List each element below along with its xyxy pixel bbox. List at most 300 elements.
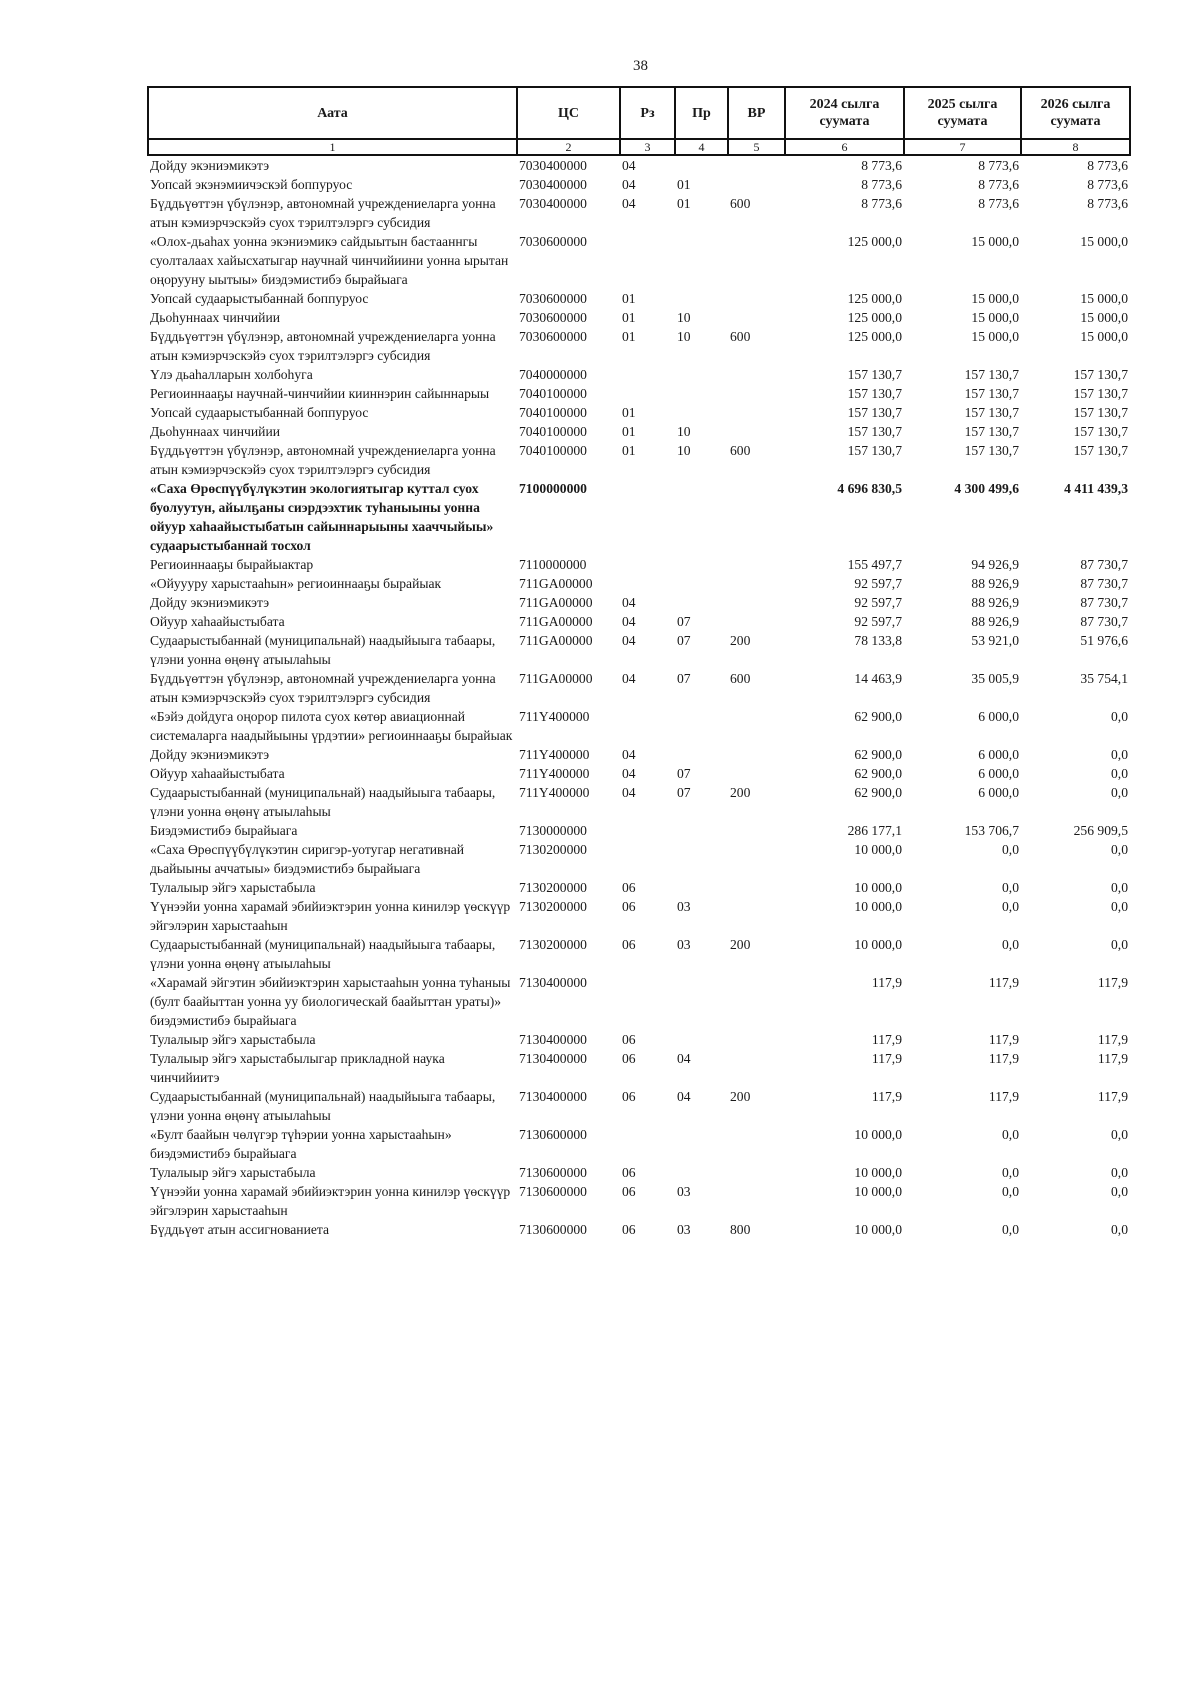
row-value-2025: 157 130,7 — [964, 443, 1019, 458]
row-value-2026: 87 730,7 — [1080, 576, 1128, 591]
row-value-2026: 0,0 — [1111, 842, 1128, 857]
row-vr — [728, 1125, 785, 1163]
row-vr — [728, 365, 785, 384]
row-value-2026: 0,0 — [1111, 766, 1128, 781]
row-rz: 06 — [622, 1184, 636, 1199]
row-value-2024: 92 597,7 — [854, 595, 902, 610]
row-rz — [620, 1125, 675, 1163]
row-code: 7040000000 — [519, 367, 587, 382]
row-name: Дойду экэниэмикэтэ — [150, 158, 270, 173]
row-pr: 07 — [677, 633, 691, 648]
row-value-2025: 0,0 — [1002, 1165, 1019, 1180]
row-code: 711GA00000 — [519, 576, 593, 591]
row-value-2024: 125 000,0 — [847, 291, 902, 306]
row-name: Үлэ дьаһалларын холбоһуга — [150, 367, 313, 382]
row-rz: 04 — [622, 766, 636, 781]
table-row — [148, 593, 1130, 612]
col-number: 7 — [904, 139, 1021, 155]
row-name: Дойду экэниэмикэтэ — [150, 747, 270, 762]
row-pr — [675, 1030, 728, 1049]
row-rz — [620, 232, 675, 289]
row-value-2024: 10 000,0 — [854, 880, 902, 895]
row-value-2025: 117,9 — [988, 1032, 1019, 1047]
row-value-2026: 8 773,6 — [1087, 158, 1128, 173]
row-name: Ойуур хаһаайыстыбата — [150, 766, 285, 781]
row-rz: 06 — [622, 937, 636, 952]
row-rz: 06 — [622, 880, 636, 895]
table-row — [148, 403, 1130, 422]
row-code: 7030600000 — [519, 291, 587, 306]
row-vr — [728, 1182, 785, 1220]
table-row — [148, 1049, 1130, 1087]
row-code: 7030600000 — [519, 329, 587, 344]
table-row — [148, 840, 1130, 878]
table-row — [148, 897, 1130, 935]
row-vr — [728, 1049, 785, 1087]
row-pr — [675, 593, 728, 612]
col-number: 3 — [620, 139, 675, 155]
table-row — [148, 327, 1130, 365]
row-pr — [675, 821, 728, 840]
row-rz: 01 — [622, 424, 636, 439]
row-vr — [728, 555, 785, 574]
row-value-2026: 15 000,0 — [1080, 310, 1128, 325]
row-code: 7030600000 — [519, 234, 587, 249]
row-value-2024: 10 000,0 — [854, 899, 902, 914]
row-rz: 04 — [622, 177, 636, 192]
row-code: 7130000000 — [519, 823, 587, 838]
row-value-2026: 0,0 — [1111, 747, 1128, 762]
table-row — [148, 973, 1130, 1030]
row-code: 7130400000 — [519, 1051, 587, 1066]
row-rz: 01 — [622, 291, 636, 306]
row-value-2026: 15 000,0 — [1080, 291, 1128, 306]
table-row — [148, 479, 1130, 555]
row-code: 7110000000 — [519, 557, 587, 572]
table-row — [148, 574, 1130, 593]
row-pr: 10 — [677, 424, 691, 439]
row-value-2025: 15 000,0 — [971, 234, 1019, 249]
row-value-2026: 35 754,1 — [1080, 671, 1128, 686]
row-value-2025: 0,0 — [1002, 880, 1019, 895]
row-value-2024: 92 597,7 — [854, 576, 902, 591]
row-value-2024: 286 177,1 — [847, 823, 902, 838]
header-pr: Пр — [675, 87, 728, 139]
row-value-2026: 0,0 — [1111, 1184, 1128, 1199]
row-rz: 04 — [622, 196, 636, 211]
row-value-2025: 4 300 499,6 — [954, 481, 1019, 496]
row-value-2024: 157 130,7 — [847, 367, 902, 382]
row-name: Дойду экэниэмикэтэ — [150, 595, 270, 610]
header-vr: ВР — [728, 87, 785, 139]
row-vr — [728, 593, 785, 612]
row-vr — [728, 232, 785, 289]
row-pr: 07 — [677, 785, 691, 800]
row-value-2026: 256 909,5 — [1073, 823, 1128, 838]
table-row — [148, 669, 1130, 707]
row-value-2024: 157 130,7 — [847, 405, 902, 420]
row-pr: 01 — [677, 196, 691, 211]
row-name: Судаарыстыбаннай (муниципальнай) наадыйыыга табаары, үлэни уонна өңөнү атыылаһыы — [150, 785, 496, 819]
row-vr — [728, 479, 785, 555]
row-pr — [675, 574, 728, 593]
row-value-2025: 53 921,0 — [971, 633, 1019, 648]
table-row — [148, 707, 1130, 745]
row-value-2026: 4 411 439,3 — [1064, 481, 1128, 496]
row-pr: 04 — [677, 1089, 691, 1104]
row-vr — [728, 612, 785, 631]
row-name: Уопсай судаарыстыбаннай боппуруос — [150, 405, 369, 420]
row-vr — [728, 878, 785, 897]
row-value-2026: 87 730,7 — [1080, 557, 1128, 572]
row-vr — [728, 308, 785, 327]
row-value-2026: 0,0 — [1111, 1222, 1128, 1237]
header-name: Аата — [148, 87, 517, 139]
row-rz: 06 — [622, 1165, 636, 1180]
table-row — [148, 308, 1130, 327]
table-row — [148, 555, 1130, 574]
row-name: Тулалыыр эйгэ харыстабылыгар прикладной наука чинчийиитэ — [150, 1051, 445, 1085]
row-name: Тулалыыр эйгэ харыстабыла — [150, 880, 316, 895]
row-value-2024: 157 130,7 — [847, 424, 902, 439]
row-name: Бүддьүөттэн үбүлэнэр, автономнай учреждениеларга уонна атын кэмиэрчэскэйэ суох тэрилтэлэргэ субсидия — [150, 671, 496, 705]
row-name: «Саха Өрөспүүбүлүкэтин сиригэр-уотугар негативнай дьайыыны аччатыы» биэдэмистибэ бырайыага — [150, 842, 465, 876]
row-code: 7040100000 — [519, 424, 587, 439]
row-rz: 04 — [622, 747, 636, 762]
row-value-2024: 62 900,0 — [854, 766, 902, 781]
row-code: 7130600000 — [519, 1127, 587, 1142]
row-value-2025: 6 000,0 — [978, 785, 1019, 800]
row-value-2026: 117,9 — [1097, 1032, 1128, 1047]
row-value-2025: 88 926,9 — [971, 576, 1019, 591]
row-code: 711Y400000 — [519, 766, 590, 781]
table-row — [148, 764, 1130, 783]
row-vr: 200 — [730, 1089, 751, 1104]
row-value-2025: 6 000,0 — [978, 766, 1019, 781]
row-name: Үүнээйи уонна харамай эбийиэктэрин уонна кинилэр үөскүүр эйгэлэрин харыстааһын — [150, 899, 511, 933]
row-name: «Ойуууру харыстааһын» региоиннааҕы бырайыак — [150, 576, 442, 591]
row-rz: 01 — [622, 329, 636, 344]
row-value-2025: 15 000,0 — [971, 329, 1019, 344]
row-code: 7130200000 — [519, 880, 587, 895]
table-row — [148, 384, 1130, 403]
row-value-2025: 0,0 — [1002, 1222, 1019, 1237]
row-vr — [728, 1030, 785, 1049]
row-value-2024: 117,9 — [871, 1051, 902, 1066]
row-value-2024: 125 000,0 — [847, 234, 902, 249]
row-vr — [728, 574, 785, 593]
table-row — [148, 935, 1130, 973]
row-rz — [620, 555, 675, 574]
row-name: Судаарыстыбаннай (муниципальнай) наадыйыыга табаары, үлэни уонна өңөнү атыылаһыы — [150, 633, 496, 667]
table-body — [148, 155, 1130, 1239]
col-number: 2 — [517, 139, 620, 155]
row-value-2024: 10 000,0 — [854, 1184, 902, 1199]
row-vr: 600 — [730, 196, 751, 211]
row-value-2024: 10 000,0 — [854, 1222, 902, 1237]
row-code: 7130600000 — [519, 1184, 587, 1199]
row-value-2024: 117,9 — [871, 1089, 902, 1104]
row-pr — [675, 555, 728, 574]
row-value-2026: 0,0 — [1111, 785, 1128, 800]
row-value-2026: 157 130,7 — [1073, 386, 1128, 401]
row-code: 7130200000 — [519, 899, 587, 914]
header-2025: 2025 сылга суумата — [904, 87, 1021, 139]
header-2024: 2024 сылга суумата — [785, 87, 904, 139]
row-value-2024: 10 000,0 — [854, 1165, 902, 1180]
row-rz: 04 — [622, 158, 636, 173]
row-value-2026: 8 773,6 — [1087, 177, 1128, 192]
col-number: 4 — [675, 139, 728, 155]
table-row — [148, 1030, 1130, 1049]
row-name: Бүддьүөттэн үбүлэнэр, автономнай учреждениеларга уонна атын кэмиэрчэскэйэ суох тэрилтэлэргэ субсидия — [150, 329, 496, 363]
row-value-2025: 88 926,9 — [971, 614, 1019, 629]
row-name: Судаарыстыбаннай (муниципальнай) наадыйыыга табаары, үлэни уонна өңөнү атыылаһыы — [150, 1089, 496, 1123]
row-name: Бүддьүөттэн үбүлэнэр, автономнай учреждениеларга уонна атын кэмиэрчэскэйэ суох тэрилтэлэргэ субсидия — [150, 196, 496, 230]
row-vr — [728, 1163, 785, 1182]
row-value-2025: 117,9 — [988, 1089, 1019, 1104]
row-value-2026: 15 000,0 — [1080, 329, 1128, 344]
row-rz: 06 — [622, 1089, 636, 1104]
row-code: 711Y400000 — [519, 785, 590, 800]
row-pr: 03 — [677, 1222, 691, 1237]
row-pr — [675, 289, 728, 308]
row-value-2024: 14 463,9 — [854, 671, 902, 686]
row-value-2025: 8 773,6 — [978, 177, 1019, 192]
table-row — [148, 821, 1130, 840]
row-value-2025: 0,0 — [1002, 899, 1019, 914]
row-value-2024: 62 900,0 — [854, 709, 902, 724]
row-pr — [675, 878, 728, 897]
row-value-2024: 125 000,0 — [847, 329, 902, 344]
row-value-2024: 8 773,6 — [861, 158, 902, 173]
row-name: Үүнээйи уонна харамай эбийиэктэрин уонна кинилэр үөскүүр эйгэлэрин харыстааһын — [150, 1184, 511, 1218]
row-code: 711GA00000 — [519, 671, 593, 686]
row-value-2024: 117,9 — [871, 1032, 902, 1047]
row-vr — [728, 422, 785, 441]
row-vr: 800 — [730, 1222, 751, 1237]
row-value-2026: 157 130,7 — [1073, 405, 1128, 420]
row-pr: 10 — [677, 329, 691, 344]
row-rz: 06 — [622, 1051, 636, 1066]
row-pr — [675, 479, 728, 555]
row-vr — [728, 403, 785, 422]
header-2026: 2026 сылга суумата — [1021, 87, 1130, 139]
col-number: 1 — [148, 139, 517, 155]
row-code: 7030400000 — [519, 158, 587, 173]
row-value-2024: 62 900,0 — [854, 785, 902, 800]
row-rz: 04 — [622, 633, 636, 648]
row-name: «Саха Өрөспүүбүлүкэтин экологиятыгар куттал суох буолуутун, айылҕаны сиэрдээхтик туһаныыны уонна ойуур хаһаайыстыбатын сайыннарыыны хааччыйыы» судаарыстыбаннай тосхол — [150, 481, 494, 553]
col-number: 6 — [785, 139, 904, 155]
row-vr — [728, 973, 785, 1030]
table-row — [148, 783, 1130, 821]
row-name: Региоиннааҕы бырайыактар — [150, 557, 314, 572]
row-value-2024: 117,9 — [871, 975, 902, 990]
row-pr: 01 — [677, 177, 691, 192]
row-name: Тулалыыр эйгэ харыстабыла — [150, 1032, 316, 1047]
row-value-2026: 117,9 — [1097, 1051, 1128, 1066]
row-code: 7040100000 — [519, 443, 587, 458]
row-code: 711GA00000 — [519, 595, 593, 610]
table-row — [148, 1087, 1130, 1125]
row-pr: 03 — [677, 1184, 691, 1199]
row-value-2025: 8 773,6 — [978, 196, 1019, 211]
row-value-2024: 10 000,0 — [854, 842, 902, 857]
row-vr — [728, 745, 785, 764]
row-vr: 200 — [730, 785, 751, 800]
row-vr: 600 — [730, 329, 751, 344]
row-vr — [728, 897, 785, 935]
row-value-2024: 155 497,7 — [847, 557, 902, 572]
row-code: 7130400000 — [519, 975, 587, 990]
header-rz: Рз — [620, 87, 675, 139]
row-vr — [728, 764, 785, 783]
row-code: 7040100000 — [519, 386, 587, 401]
table-row — [148, 1220, 1130, 1239]
row-value-2025: 117,9 — [988, 975, 1019, 990]
row-name: «Олох-дьаһах уонна экэниэмикэ сайдыытын бастааннгы суолталаах хайысхатыгар научнай чинчийиини уонна ырытан оңорууну ыытыы» биэдэмистибэ бырайыага — [150, 234, 509, 287]
row-value-2026: 0,0 — [1111, 899, 1128, 914]
row-rz: 01 — [622, 405, 636, 420]
row-vr: 200 — [730, 937, 751, 952]
row-value-2024: 10 000,0 — [854, 937, 902, 952]
row-value-2026: 157 130,7 — [1073, 367, 1128, 382]
table-row — [148, 1125, 1130, 1163]
table-row — [148, 422, 1130, 441]
row-value-2026: 157 130,7 — [1073, 424, 1128, 439]
row-code: 711Y400000 — [519, 747, 590, 762]
row-value-2025: 153 706,7 — [964, 823, 1019, 838]
row-value-2025: 15 000,0 — [971, 310, 1019, 325]
col-number: 8 — [1021, 139, 1130, 155]
table-row — [148, 1182, 1130, 1220]
row-rz — [620, 384, 675, 403]
row-name: Дьоһуннаах чинчийии — [150, 310, 280, 325]
row-pr — [675, 707, 728, 745]
row-value-2024: 125 000,0 — [847, 310, 902, 325]
row-value-2024: 10 000,0 — [854, 1127, 902, 1142]
row-value-2025: 6 000,0 — [978, 709, 1019, 724]
row-value-2025: 0,0 — [1002, 937, 1019, 952]
row-value-2024: 92 597,7 — [854, 614, 902, 629]
row-vr — [728, 175, 785, 194]
row-value-2026: 0,0 — [1111, 937, 1128, 952]
row-pr — [675, 1163, 728, 1182]
table-row — [148, 365, 1130, 384]
row-value-2025: 157 130,7 — [964, 405, 1019, 420]
row-vr — [728, 289, 785, 308]
table-row — [148, 745, 1130, 764]
row-value-2024: 8 773,6 — [861, 196, 902, 211]
row-value-2026: 0,0 — [1111, 1165, 1128, 1180]
row-rz — [620, 840, 675, 878]
table-header-row — [148, 87, 1130, 139]
row-pr — [675, 1125, 728, 1163]
row-rz — [620, 821, 675, 840]
row-code: 7130600000 — [519, 1222, 587, 1237]
row-name: «Харамай эйгэтин эбийиэктэрин харыстааһын уонна туһаныы (булт баайыттан уонна уу биологическай баайыттан ураты)» биэдэмистибэ бырайыага — [150, 975, 511, 1028]
table-row — [148, 289, 1130, 308]
row-value-2024: 78 133,8 — [854, 633, 902, 648]
row-name: Бүддьүөттэн үбүлэнэр, автономнай учреждениеларга уонна атын кэмиэрчэскэйэ суох тэрилтэлэргэ субсидия — [150, 443, 496, 477]
table-row — [148, 631, 1130, 669]
row-value-2026: 8 773,6 — [1087, 196, 1128, 211]
row-pr: 07 — [677, 671, 691, 686]
row-value-2025: 0,0 — [1002, 1184, 1019, 1199]
row-code: 7130400000 — [519, 1032, 587, 1047]
row-vr — [728, 155, 785, 175]
row-value-2024: 157 130,7 — [847, 443, 902, 458]
row-pr: 03 — [677, 899, 691, 914]
row-vr — [728, 821, 785, 840]
row-value-2026: 87 730,7 — [1080, 595, 1128, 610]
row-vr: 600 — [730, 443, 751, 458]
row-pr — [675, 745, 728, 764]
row-rz — [620, 365, 675, 384]
row-code: 711GA00000 — [519, 633, 593, 648]
row-vr — [728, 840, 785, 878]
row-value-2025: 15 000,0 — [971, 291, 1019, 306]
row-name: Биэдэмистибэ бырайыага — [150, 823, 298, 838]
row-value-2025: 0,0 — [1002, 1127, 1019, 1142]
row-vr — [728, 384, 785, 403]
row-value-2026: 157 130,7 — [1073, 443, 1128, 458]
row-value-2024: 62 900,0 — [854, 747, 902, 762]
row-value-2025: 117,9 — [988, 1051, 1019, 1066]
row-name: «Булт баайын чөлүгэр түһэрии уонна харыстааһын» биэдэмистибэ бырайыага — [150, 1127, 452, 1161]
row-code: 7130600000 — [519, 1165, 587, 1180]
row-value-2026: 117,9 — [1097, 975, 1128, 990]
row-code: 711GA00000 — [519, 614, 593, 629]
row-pr — [675, 403, 728, 422]
row-value-2024: 157 130,7 — [847, 386, 902, 401]
row-name: «Бэйэ дойдуга оңорор пилота суох көтөр авиационнай системаларга наадыйыыны үрдэтии» региоиннааҕы бырайыак — [150, 709, 513, 743]
row-value-2024: 8 773,6 — [861, 177, 902, 192]
row-pr: 07 — [677, 766, 691, 781]
row-code: 7100000000 — [519, 481, 587, 496]
row-rz: 06 — [622, 1032, 636, 1047]
row-pr: 10 — [677, 310, 691, 325]
row-rz: 06 — [622, 899, 636, 914]
row-code: 7130200000 — [519, 937, 587, 952]
row-value-2026: 51 976,6 — [1080, 633, 1128, 648]
row-value-2026: 87 730,7 — [1080, 614, 1128, 629]
table-row — [148, 878, 1130, 897]
row-rz: 01 — [622, 443, 636, 458]
row-vr: 600 — [730, 671, 751, 686]
row-value-2025: 88 926,9 — [971, 595, 1019, 610]
row-pr — [675, 365, 728, 384]
row-rz — [620, 479, 675, 555]
table-row — [148, 1163, 1130, 1182]
row-rz: 04 — [622, 785, 636, 800]
row-value-2025: 0,0 — [1002, 842, 1019, 857]
row-pr: 10 — [677, 443, 691, 458]
table-row — [148, 232, 1130, 289]
row-name: Судаарыстыбаннай (муниципальнай) наадыйыыга табаары, үлэни уонна өңөнү атыылаһыы — [150, 937, 496, 971]
row-pr — [675, 232, 728, 289]
table-row — [148, 175, 1130, 194]
row-value-2025: 94 926,9 — [971, 557, 1019, 572]
row-rz — [620, 707, 675, 745]
row-value-2026: 117,9 — [1097, 1089, 1128, 1104]
col-number: 5 — [728, 139, 785, 155]
row-pr: 03 — [677, 937, 691, 952]
row-value-2025: 6 000,0 — [978, 747, 1019, 762]
row-vr — [728, 707, 785, 745]
table-row — [148, 612, 1130, 631]
